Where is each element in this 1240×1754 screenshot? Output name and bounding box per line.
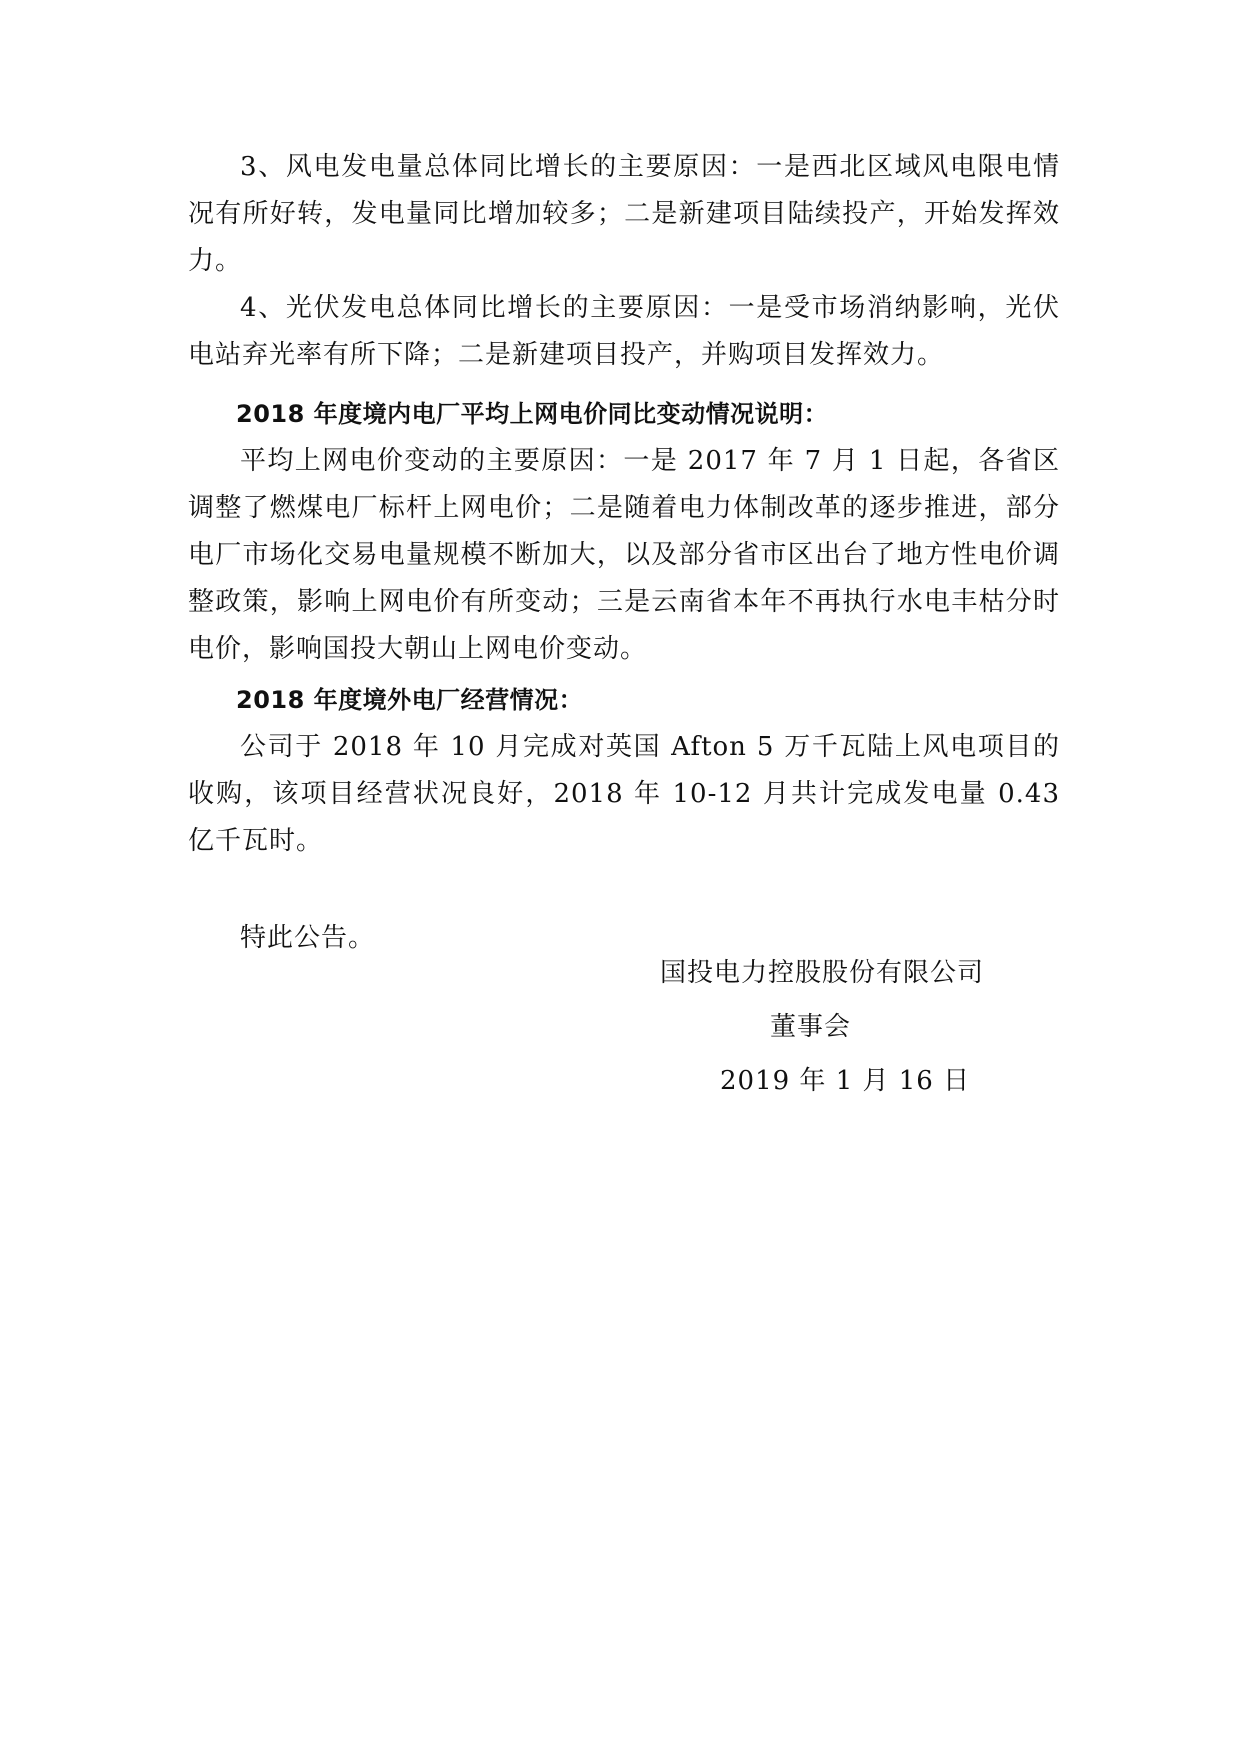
signature-date: 2019 年 1 月 16 日	[720, 1066, 971, 1096]
signature-block	[660, 946, 985, 1108]
heading-domestic-price: 2018 年度境内电厂平均上网电价同比变动情况说明：	[236, 400, 829, 428]
paragraph-solar-power: 4、光伏发电总体同比增长的主要原因：一是受市场消纳影响，光伏电站弃光率有所下降；二是新建项目投产，并购项目发挥效力。	[188, 293, 1060, 370]
paragraph-overseas-operations: 公司于 2018 年 10 月完成对英国 Afton 5 万千瓦陆上风电项目的收购，该项目经营状况良好，2018 年 10-12 月共计完成发电量 0.43 亿千瓦时。	[188, 732, 1060, 856]
heading-overseas-operations: 2018 年度境外电厂经营情况：	[236, 686, 584, 714]
paragraph-wind-power: 3、风电发电量总体同比增长的主要原因：一是西北区域风电限电情况有所好转，发电量同比增加较多；二是新建项目陆续投产，开始发挥效力。	[188, 152, 1060, 276]
document-body	[188, 144, 1060, 962]
signature-board: 董事会	[770, 1012, 852, 1042]
signature-company: 国投电力控股股份有限公司	[660, 958, 985, 988]
paragraph-domestic-price: 平均上网电价变动的主要原因：一是 2017 年 7 月 1 日起，各省区调整了燃煤电厂标杆上网电价；二是随着电力体制改革的逐步推进，部分电厂市场化交易电量规模不断加大，以及部分省市区出台了地方性电价调整政策，影响上网电价有所变动；三是云南省本年不再执行水电丰枯分时电价，影响国投大朝山上网电价变动。	[188, 446, 1060, 664]
closing-statement: 特此公告。	[240, 923, 376, 953]
